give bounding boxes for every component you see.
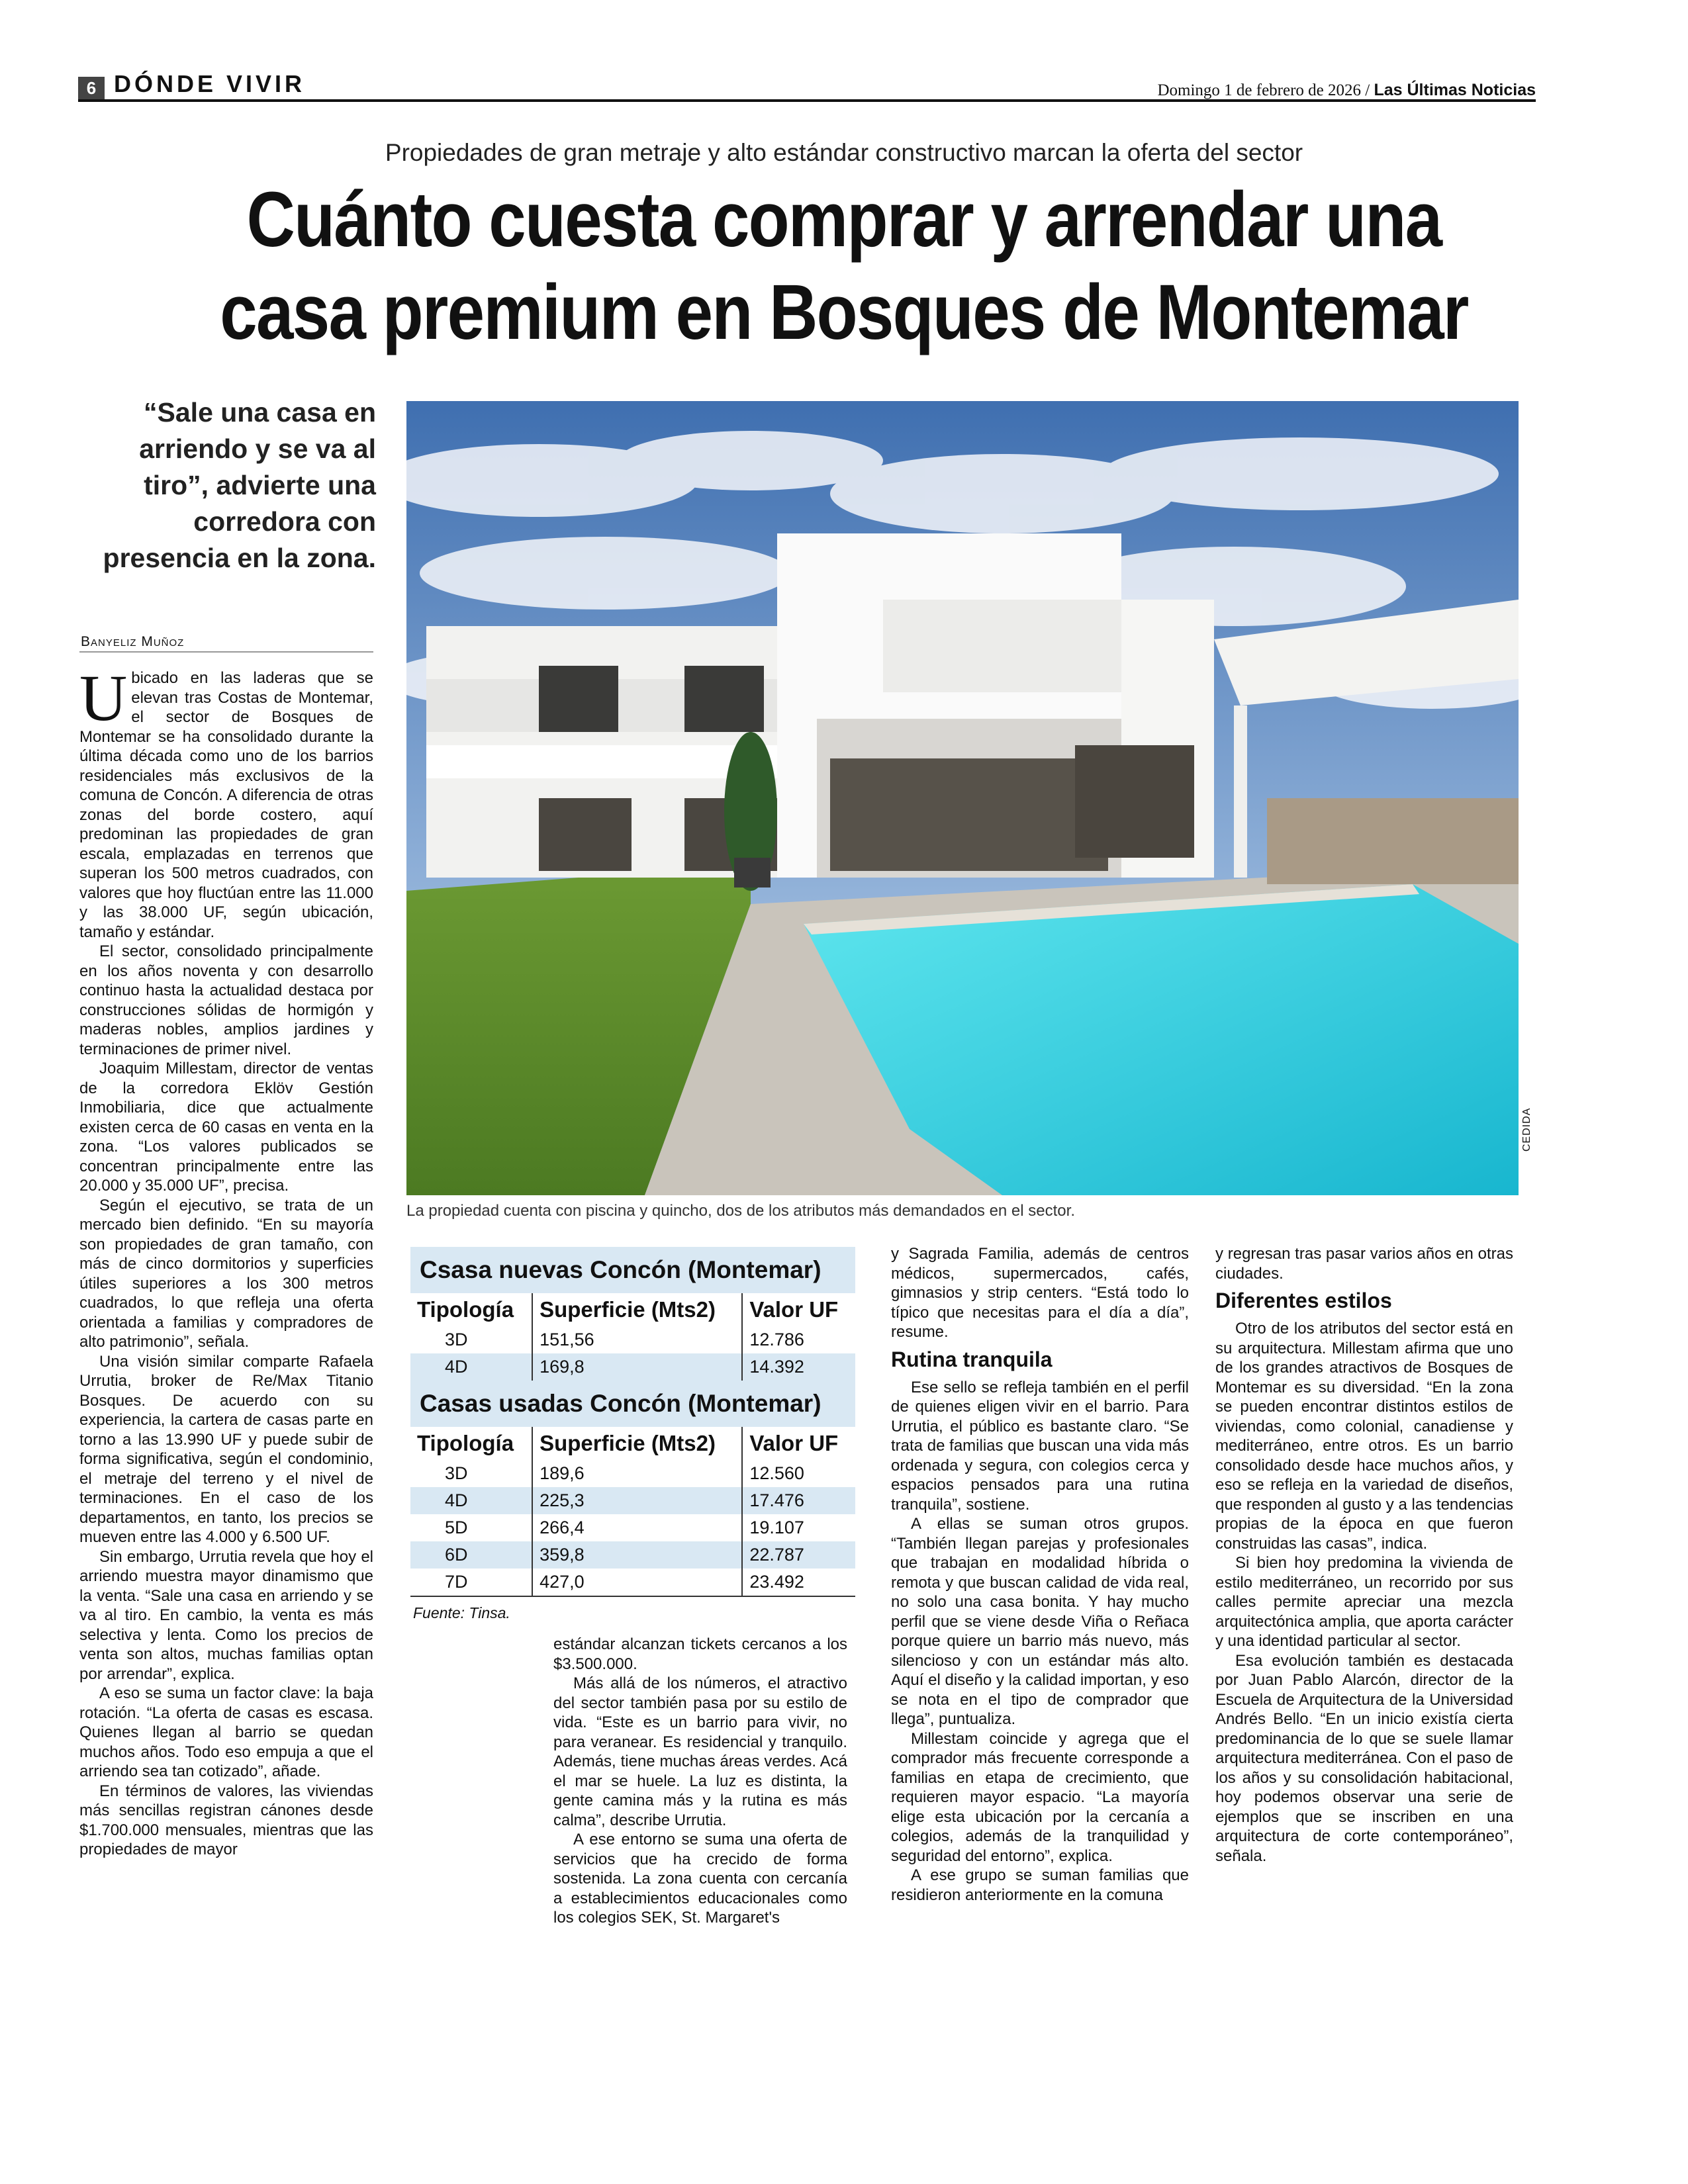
paragraph: y Sagrada Familia, además de centros médicos, supermercados, cafés, gimnasios y strip centers. “Está todo lo típico que necesitas para el día a día”, resume. bbox=[891, 1245, 1189, 1341]
paragraph: A eso se suma un factor clave: la baja rotación. “La oferta de casas es escasa. Quienes llegan al barrio se quedan muchos años. Todo eso empuja a que el arriendo sea tan cotizado”, añade. bbox=[79, 1684, 373, 1780]
kicker: Propiedades de gran metraje y alto estándar constructivo marcan la oferta del sector bbox=[385, 139, 1303, 166]
table-cell: 7D bbox=[445, 1572, 468, 1592]
paragraph: Una visión similar comparte Rafaela Urrutia, broker de Re/Max Titanio Bosques. De acuerdo con su experiencia, la cartera de casas parte en torno a las 13.990 UF y puede subir de forma significativa, según el condominio, el metraje del terreno y el nivel de terminaciones. En el caso de los departamentos, en tanto, los precios se mueven entre las 4.000 y 6.500 UF. bbox=[79, 1352, 373, 1546]
table-cell: 427,0 bbox=[532, 1569, 742, 1596]
table-cell: 19.107 bbox=[742, 1514, 855, 1541]
photo-caption: La propiedad cuenta con piscina y quincho, dos de los atributos más demandados en el sector. bbox=[406, 1202, 1075, 1220]
table-cell: 23.492 bbox=[742, 1569, 855, 1596]
house-photo bbox=[406, 401, 1519, 1195]
table-row bbox=[410, 1487, 855, 1514]
paragraph: Según el ejecutivo, se trata de un mercado bien definido. “En su mayoría son propiedades de gran tamaño, con más de cinco dormitorios y superficies útiles superiores a los 300 metros cuadrados, lo que refleja una oferta orientada a familias y compradores de alto patrimonio”, señala. bbox=[79, 1196, 373, 1351]
headline-line-2: casa premium en Bosques de Montemar bbox=[220, 269, 1468, 356]
article-column-2 bbox=[553, 1635, 847, 1928]
paragraph: Sin embargo, Urrutia revela que hoy el arriendo muestra mayor dinamismo que la venta. “Sale una casa en arriendo y se va al tiro. En cambio, la venta es más selectiva y lenta. Como los precios de venta son altos, muchas familias optan por arrendar”, explica. bbox=[79, 1547, 373, 1683]
table-cell: 12.560 bbox=[742, 1460, 855, 1487]
table-row bbox=[410, 1514, 855, 1541]
table-cell: 6D bbox=[410, 1541, 532, 1569]
paragraph: y regresan tras pasar varios años en otras ciudades. bbox=[1215, 1245, 1513, 1283]
table-cell: 3D bbox=[445, 1463, 468, 1483]
paragraph: A ellas se suman otros grupos. “También llegan parejas y profesionales que trabajan en modalidad híbrida o remota y que buscan calidad de vida real, no solo una casa bonita. Y hay mucho perfil que se viene desde Viña o Reñaca porque quiere un barrio más nuevo, más silencioso y con un estándar más alto. Aquí el diseño y la calidad importan, y eso se nota en el tipo de comprador que llega”, puntualiza. bbox=[891, 1515, 1189, 1728]
paragraph: Ese sello se refleja también en el perfil de quienes eligen vivir en el barrio. Para Urrutia, el público es bastante claro. “Se trata de familias que buscan una vida más ordenada y segura, con colegios cerca y espacios pensados para una rutina tranquila”, sostiene. bbox=[891, 1378, 1189, 1514]
new-houses-table bbox=[410, 1293, 855, 1381]
headline-line-1: Cuánto cuesta comprar y arrendar una bbox=[246, 176, 1442, 263]
table-row bbox=[410, 1353, 855, 1381]
paragraph: A ese grupo se suman familias que residieron anteriormente en la comuna bbox=[891, 1866, 1189, 1904]
used-houses-table bbox=[410, 1427, 855, 1597]
table-cell: 225,3 bbox=[532, 1487, 742, 1514]
byline-rule bbox=[79, 651, 373, 653]
new-houses-title: Csasa nuevas Concón (Montemar) bbox=[410, 1247, 855, 1293]
table-cell: 5D bbox=[445, 1518, 468, 1537]
dropcap: U bbox=[79, 661, 128, 735]
column-header: Superficie (Mts2) bbox=[532, 1293, 742, 1326]
subheading: Rutina tranquila bbox=[891, 1347, 1053, 1371]
paragraph: Joaquim Millestam, director de ventas de la corredora Eklöv Gestión Inmobiliaria, dice que actualmente existen cerca de 60 casas en venta en la zona. “Los valores publicados se concentran principalmente entre las 20.000 y 35.000 UF”, precisa. bbox=[79, 1060, 373, 1195]
column-header: Tipología bbox=[417, 1431, 514, 1455]
article-column-4 bbox=[1215, 1244, 1513, 1866]
paragraph: Más allá de los números, el atractivo del sector también pasa por su estilo de vida. “Este es un barrio para vivir, no para veranear. Es residencial y tranquilo. Además, tiene muchas áreas verdes. Acá el mar se huele. La luz es distinta, la gente camina más y la rutina es más calma”, describe Urrutia. bbox=[553, 1674, 847, 1829]
photo-credit: CEDIDA bbox=[1521, 1107, 1532, 1152]
table-cell: 17.476 bbox=[742, 1487, 855, 1514]
table-cell: 4D bbox=[410, 1353, 532, 1381]
paragraph: Otro de los atributos del sector está en su arquitectura. Millestam afirma que uno de los grandes atractivos de Bosques de Montemar es su diversidad. “En la zona se pueden encontrar distintos estilos de viviendas, como colonial, canadiense y mediterráneo, entre otros. Es un barrio consolidado desde hace muchos años, y eso se refleja en la variedad de diseños, que responden al gusto y a las tendencias propias de la época en que fueron construidas las casas”, indica. bbox=[1215, 1320, 1513, 1553]
date-line bbox=[1157, 81, 1536, 100]
table-cell: 14.392 bbox=[742, 1353, 855, 1381]
table-cell: 359,8 bbox=[532, 1541, 742, 1569]
page-number: 6 bbox=[78, 77, 105, 99]
section-name: DÓNDE VIVIR bbox=[114, 70, 306, 97]
headline bbox=[118, 173, 1570, 359]
table-row bbox=[410, 1326, 855, 1353]
table-cell: 22.787 bbox=[742, 1541, 855, 1569]
table-cell: 169,8 bbox=[532, 1353, 742, 1381]
table-source: Fuente: Tinsa. bbox=[413, 1604, 510, 1621]
price-tables bbox=[410, 1247, 855, 1597]
article-column-3 bbox=[891, 1244, 1189, 1905]
paragraph: El sector, consolidado principalmente en los años noventa y con desarrollo continuo hasta la actualidad destaca por construcciones sólidas de hormigón y maderas nobles, amplios jardines y terminaciones de primer nivel. bbox=[79, 942, 373, 1058]
table-cell: 266,4 bbox=[532, 1514, 742, 1541]
table-cell: 4D bbox=[410, 1487, 532, 1514]
column-header: Superficie (Mts2) bbox=[532, 1427, 742, 1460]
issue-date: Domingo 1 de febrero de 2026 bbox=[1157, 81, 1362, 99]
table-cell: 151,56 bbox=[532, 1326, 742, 1353]
byline: Banyeliz Muñoz bbox=[81, 634, 185, 649]
paragraph: Si bien hoy predomina la vivienda de estilo mediterráneo, un recorrido por sus calles permite apreciar una mezcla arquitectónica amplia, que aporta carácter y una identidad particular al sector. bbox=[1215, 1554, 1513, 1650]
header-rule bbox=[78, 99, 1536, 102]
paragraph: Esa evolución también es destacada por Juan Pablo Alarcón, director de la Escuela de Arquitectura de la Universidad Andrés Bello. “En un inicio existía cierta predominancia de lo que se suele llamar arquitectura mediterránea. Con el paso de los años y su consolidación habitacional, hoy podemos observar una serie de ejemplos que se inscriben en una arquitectura de corte contemporáneo”, señala. bbox=[1215, 1651, 1513, 1865]
newspaper-name: Las Últimas Noticias bbox=[1374, 81, 1536, 99]
column-header: Valor UF bbox=[742, 1293, 855, 1326]
paragraph: A ese entorno se suma una oferta de servicios que ha crecido de forma sostenida. La zona cuenta con cercanía a establecimientos educacionales como los colegios SEK, St. Margaret's bbox=[553, 1831, 847, 1927]
pullquote: “Sale una casa en arriendo y se va al tiro”, advierte una corredora con presencia en la zona. bbox=[103, 397, 376, 573]
paragraph: estándar alcanzan tickets cercanos a los $3.500.000. bbox=[553, 1635, 847, 1673]
table-row bbox=[410, 1460, 855, 1487]
column-header: Valor UF bbox=[742, 1427, 855, 1460]
table-cell: 189,6 bbox=[532, 1460, 742, 1487]
table-cell: 12.786 bbox=[742, 1326, 855, 1353]
paragraph-text: bicado en las laderas que se elevan tras Costas de Montemar, el sector de Bosques de Montemar se ha consolidado durante la última década como uno de los barrios residenciales más exclusivos de la comuna de Concón. A diferencia de otras zonas del borde costero, aquí predominan las propiedades de gran escala, emplazadas en terrenos que superan los 500 metros cuadrados, con valores que hoy fluctúan entre las 11.000 y las 38.000 UF, según ubicación, tamaño y estándar. bbox=[79, 669, 373, 941]
subheading: Diferentes estilos bbox=[1215, 1289, 1392, 1312]
article-column-1 bbox=[79, 661, 373, 1860]
paragraph: En términos de valores, las viviendas más sencillas registran cánones desde $1.700.000 mensuales, mientras que las propiedades de mayor bbox=[79, 1782, 373, 1858]
table-row bbox=[410, 1569, 855, 1596]
column-header: Tipología bbox=[417, 1297, 514, 1322]
table-row bbox=[410, 1541, 855, 1569]
paragraph bbox=[79, 661, 373, 942]
paragraph: Millestam coincide y agrega que el comprador más frecuente corresponde a familias en etapa de crecimiento, que requieren mayor espacio. “La mayoría elige esta ubicación por la cercanía a colegios, además de la tranquilidad y seguridad del entorno”, explica. bbox=[891, 1729, 1189, 1865]
table-cell: 3D bbox=[445, 1330, 468, 1349]
used-houses-title: Casas usadas Concón (Montemar) bbox=[410, 1381, 855, 1427]
date-separator: / bbox=[1365, 81, 1370, 99]
